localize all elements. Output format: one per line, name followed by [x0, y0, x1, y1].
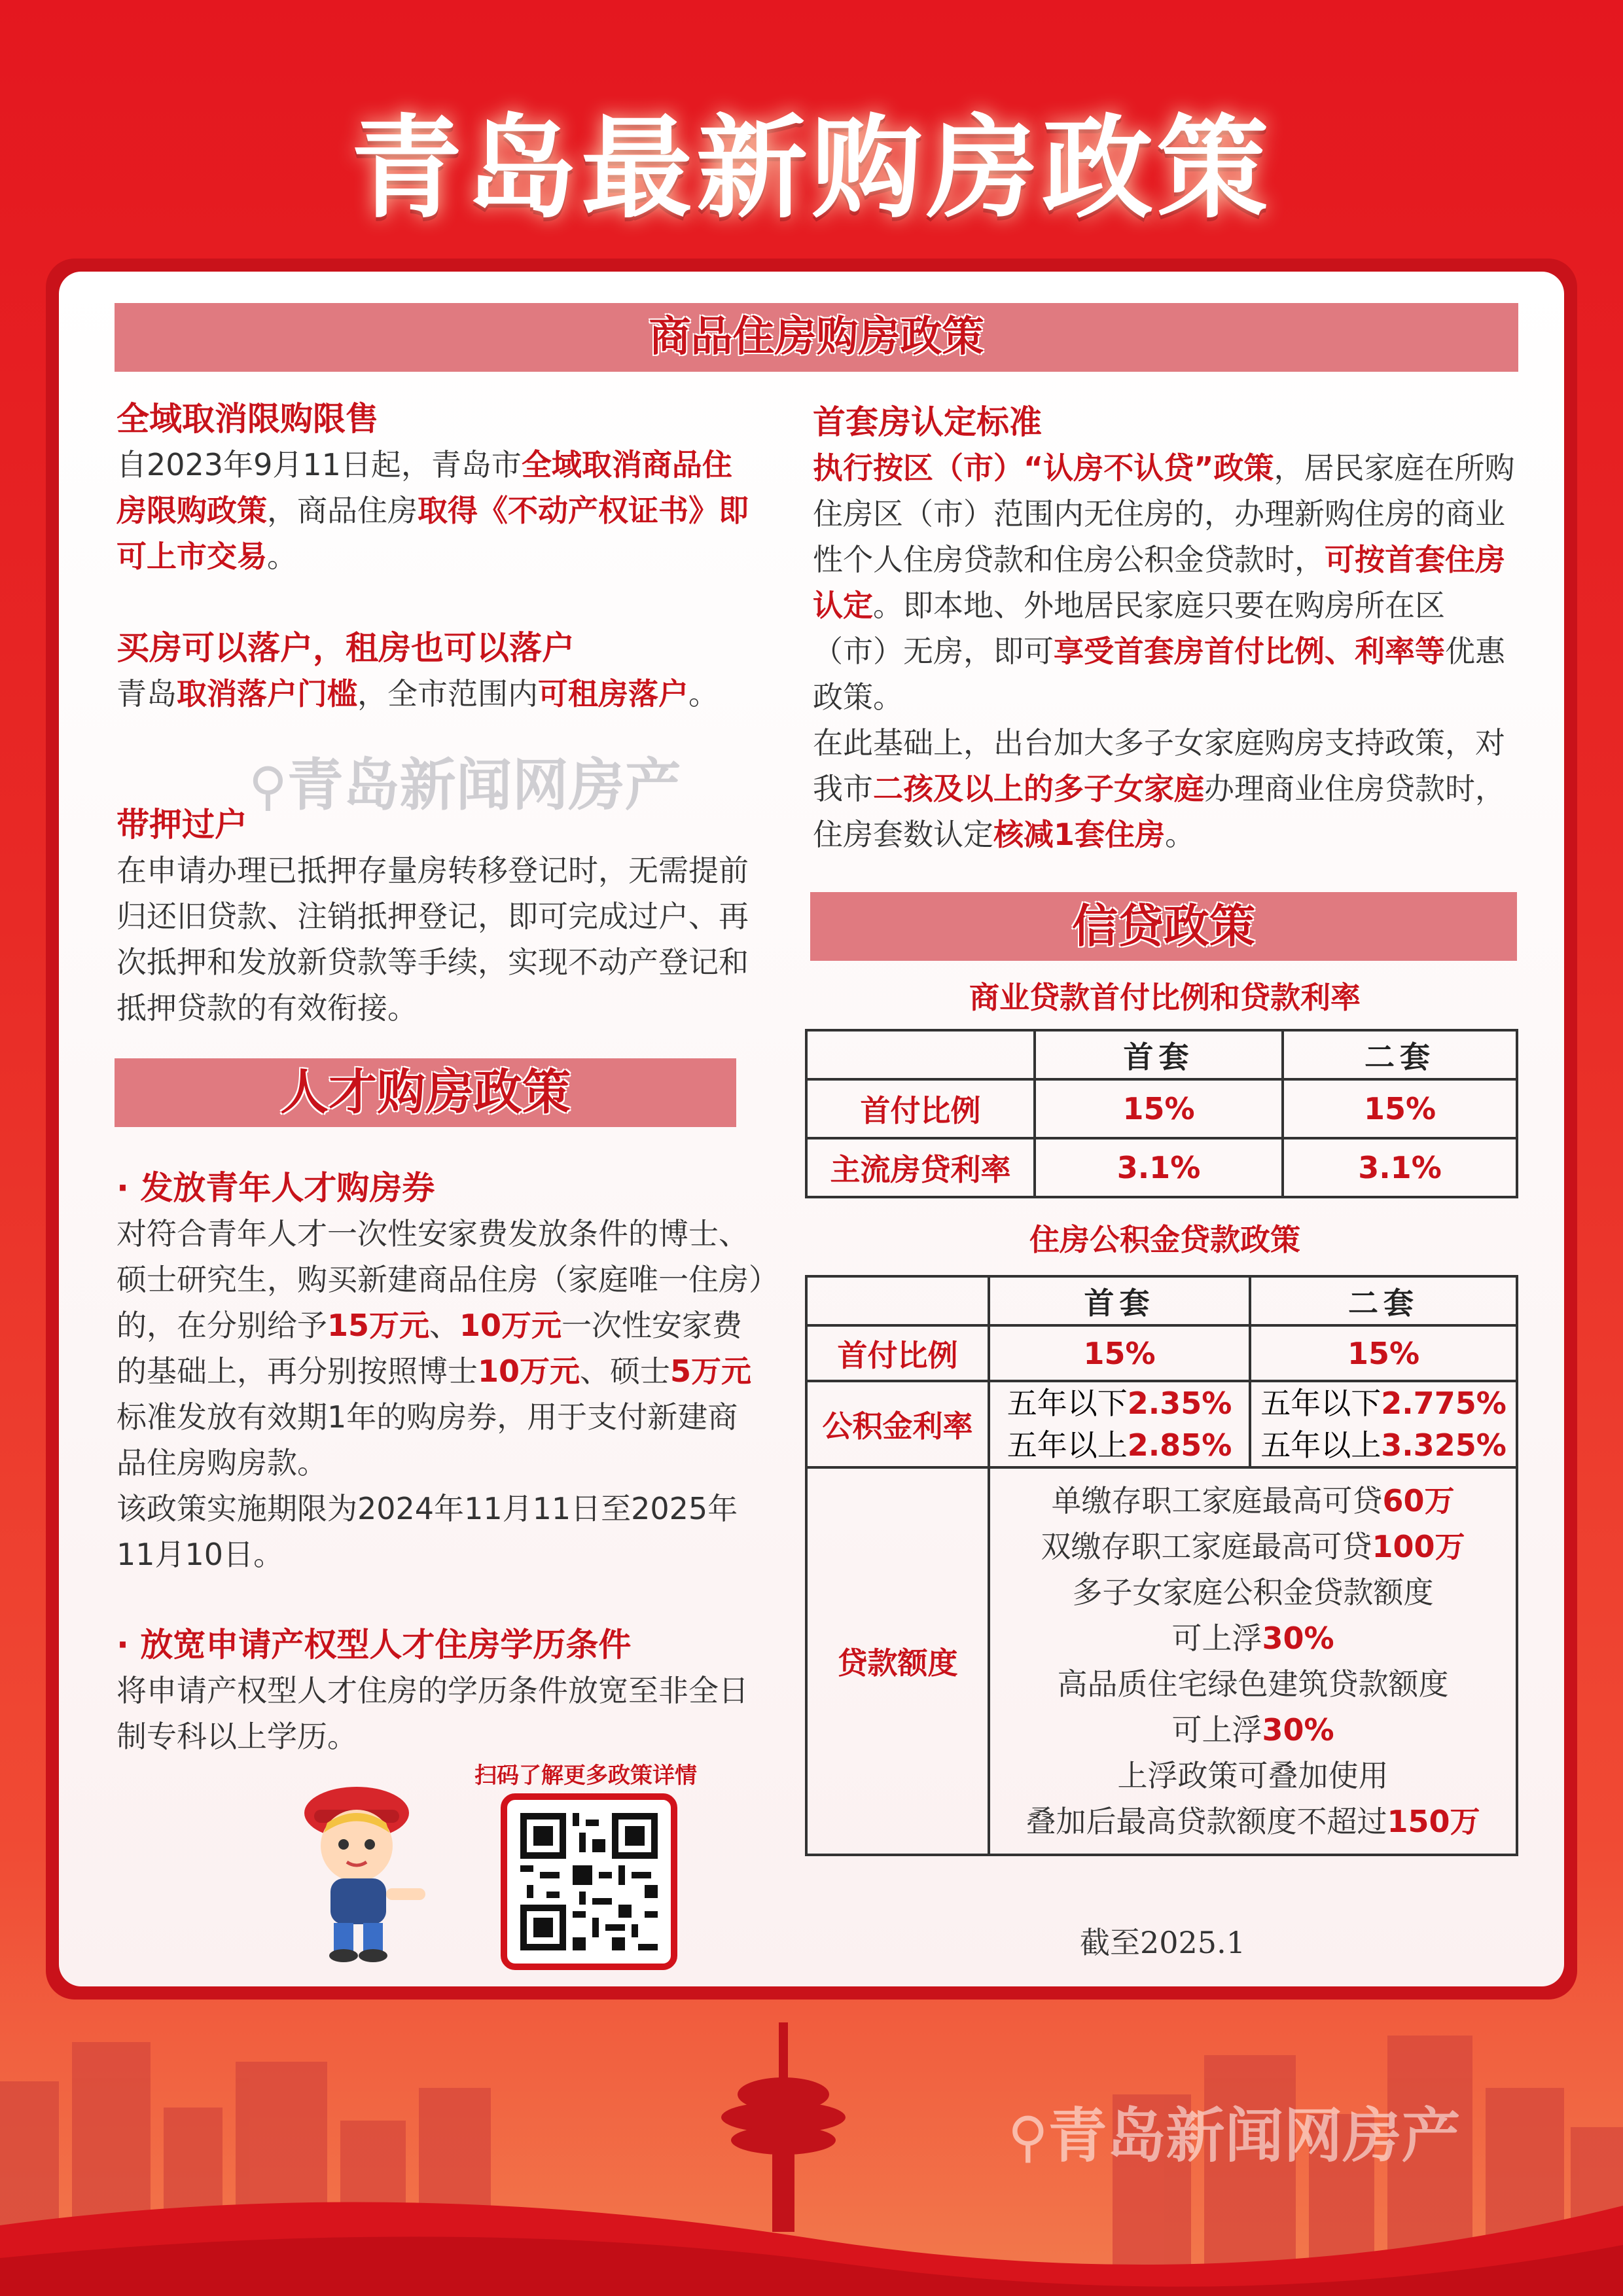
key-icon: ⚲	[249, 756, 287, 817]
row-label: 贷款额度	[806, 1467, 989, 1855]
col-first: 首套	[989, 1276, 1250, 1325]
heading: · 放宽申请产权型人才住房学历条件	[116, 1626, 632, 1664]
policy-settlement: 买房可以落户，租房也可以落户 青岛取消落户门槛，全市范围内可租房落户。	[116, 625, 751, 717]
cell: 15%	[1283, 1079, 1517, 1138]
col-second: 二套	[1283, 1030, 1517, 1079]
qr-code[interactable]	[501, 1793, 677, 1970]
cell: 五年以下2.775% 五年以上3.325%	[1250, 1381, 1517, 1467]
talent-education: · 放宽申请产权型人才住房学历条件 将申请产权型人才住房的学历条件放宽至非全日制专科以上学历。	[116, 1622, 764, 1759]
mascot-illustration	[288, 1774, 445, 1964]
section-commercial-housing: 商品住房购房政策	[115, 303, 1518, 372]
deadline-note: 截至2025.1	[1080, 1925, 1245, 1960]
watermark-logo: ⚲青岛新闻网房产	[249, 753, 681, 818]
cell: 3.1%	[1035, 1138, 1283, 1197]
section-credit: 信贷政策	[810, 892, 1517, 961]
cell: 3.1%	[1283, 1138, 1517, 1197]
heading: 买房可以落户，租房也可以落户	[116, 629, 575, 667]
heading: 首套房认定标准	[813, 403, 1042, 441]
cell: 15%	[1035, 1079, 1283, 1138]
heading: 全域取消限购限售	[116, 400, 378, 438]
commercial-loan-title: 商业贷款首付比例和贷款利率	[969, 980, 1361, 1015]
qr-caption: 扫码了解更多政策详情	[474, 1763, 697, 1789]
cell: 15%	[1250, 1325, 1517, 1381]
row-label: 主流房贷利率	[806, 1138, 1035, 1197]
commercial-loan-table	[805, 1029, 1518, 1198]
policy-mortgage-transfer: 带押过户 在申请办理已抵押存量房转移登记时，无需提前归还旧贷款、注销抵押登记，即可完成过户、再次抵押和发放新贷款等手续，实现不动产登记和抵押贷款的有效衔接。	[116, 802, 751, 1031]
row-label: 公积金利率	[806, 1381, 989, 1467]
col-first: 首套	[1035, 1030, 1283, 1079]
fund-loan-title: 住房公积金贷款政策	[1029, 1222, 1300, 1257]
heading: · 发放青年人才购房券	[116, 1169, 435, 1207]
first-home-standard: 首套房认定标准 执行按区（市）“认房不认贷”政策，居民家庭在所购住房区（市）范围内无住房的，办理新购住房的商业性个人住房贷款和住房公积金贷款时，可按首套住房认定。即本地、外地居民家庭只要在购房所在区（市）无房，即可享受首套房首付比例、利率等优惠政策。 在此基础上，出台加大多子女家庭购房支持政策，对我市二孩及以上的多子女家庭办理商业住房贷款时，住房套数认定核减1套住房。	[813, 399, 1520, 857]
page-title: 青岛最新购房政策	[350, 104, 1272, 234]
row-label: 首付比例	[806, 1325, 989, 1381]
fund-loan-table	[805, 1275, 1518, 1856]
cell: 单缴存职工家庭最高可贷60万 双缴存职工家庭最高可贷100万 多子女家庭公积金贷款额度 可上浮30% 高品质住宅绿色建筑贷款额度 可上浮30% 上浮政策可叠加使用 叠加后最高贷款额度不超过150万	[989, 1467, 1517, 1855]
section-talent: 人才购房政策	[115, 1058, 736, 1127]
talent-voucher: · 发放青年人才购房券 对符合青年人才一次性安家费发放条件的博士、硕士研究生，购买新建商品住房（家庭唯一住房）的，在分别给予15万元、10万元一次性安家费的基础上，再分别按照博士10万元、硕士5万元标准发放有效期1年的购房券，用于支付新建商品住房购房款。 该政策实施期限为2024年11月11日至2025年11月10日。	[116, 1165, 764, 1577]
cell: 五年以下2.35% 五年以上2.85%	[989, 1381, 1250, 1467]
heading: 带押过户	[116, 806, 247, 844]
col-second: 二套	[1250, 1276, 1517, 1325]
policy-cancel-restriction: 全域取消限购限售 自2023年9月11日起，青岛市全域取消商品住房限购政策，商品住房取得《不动产权证书》即可上市交易。	[116, 396, 751, 579]
row-label: 首付比例	[806, 1079, 1035, 1138]
qr-pattern-icon	[507, 1800, 671, 1964]
cell: 15%	[989, 1325, 1250, 1381]
watermark-logo-bottom: ⚲青岛新闻网房产	[1008, 2102, 1461, 2170]
key-icon: ⚲	[1008, 2105, 1048, 2169]
